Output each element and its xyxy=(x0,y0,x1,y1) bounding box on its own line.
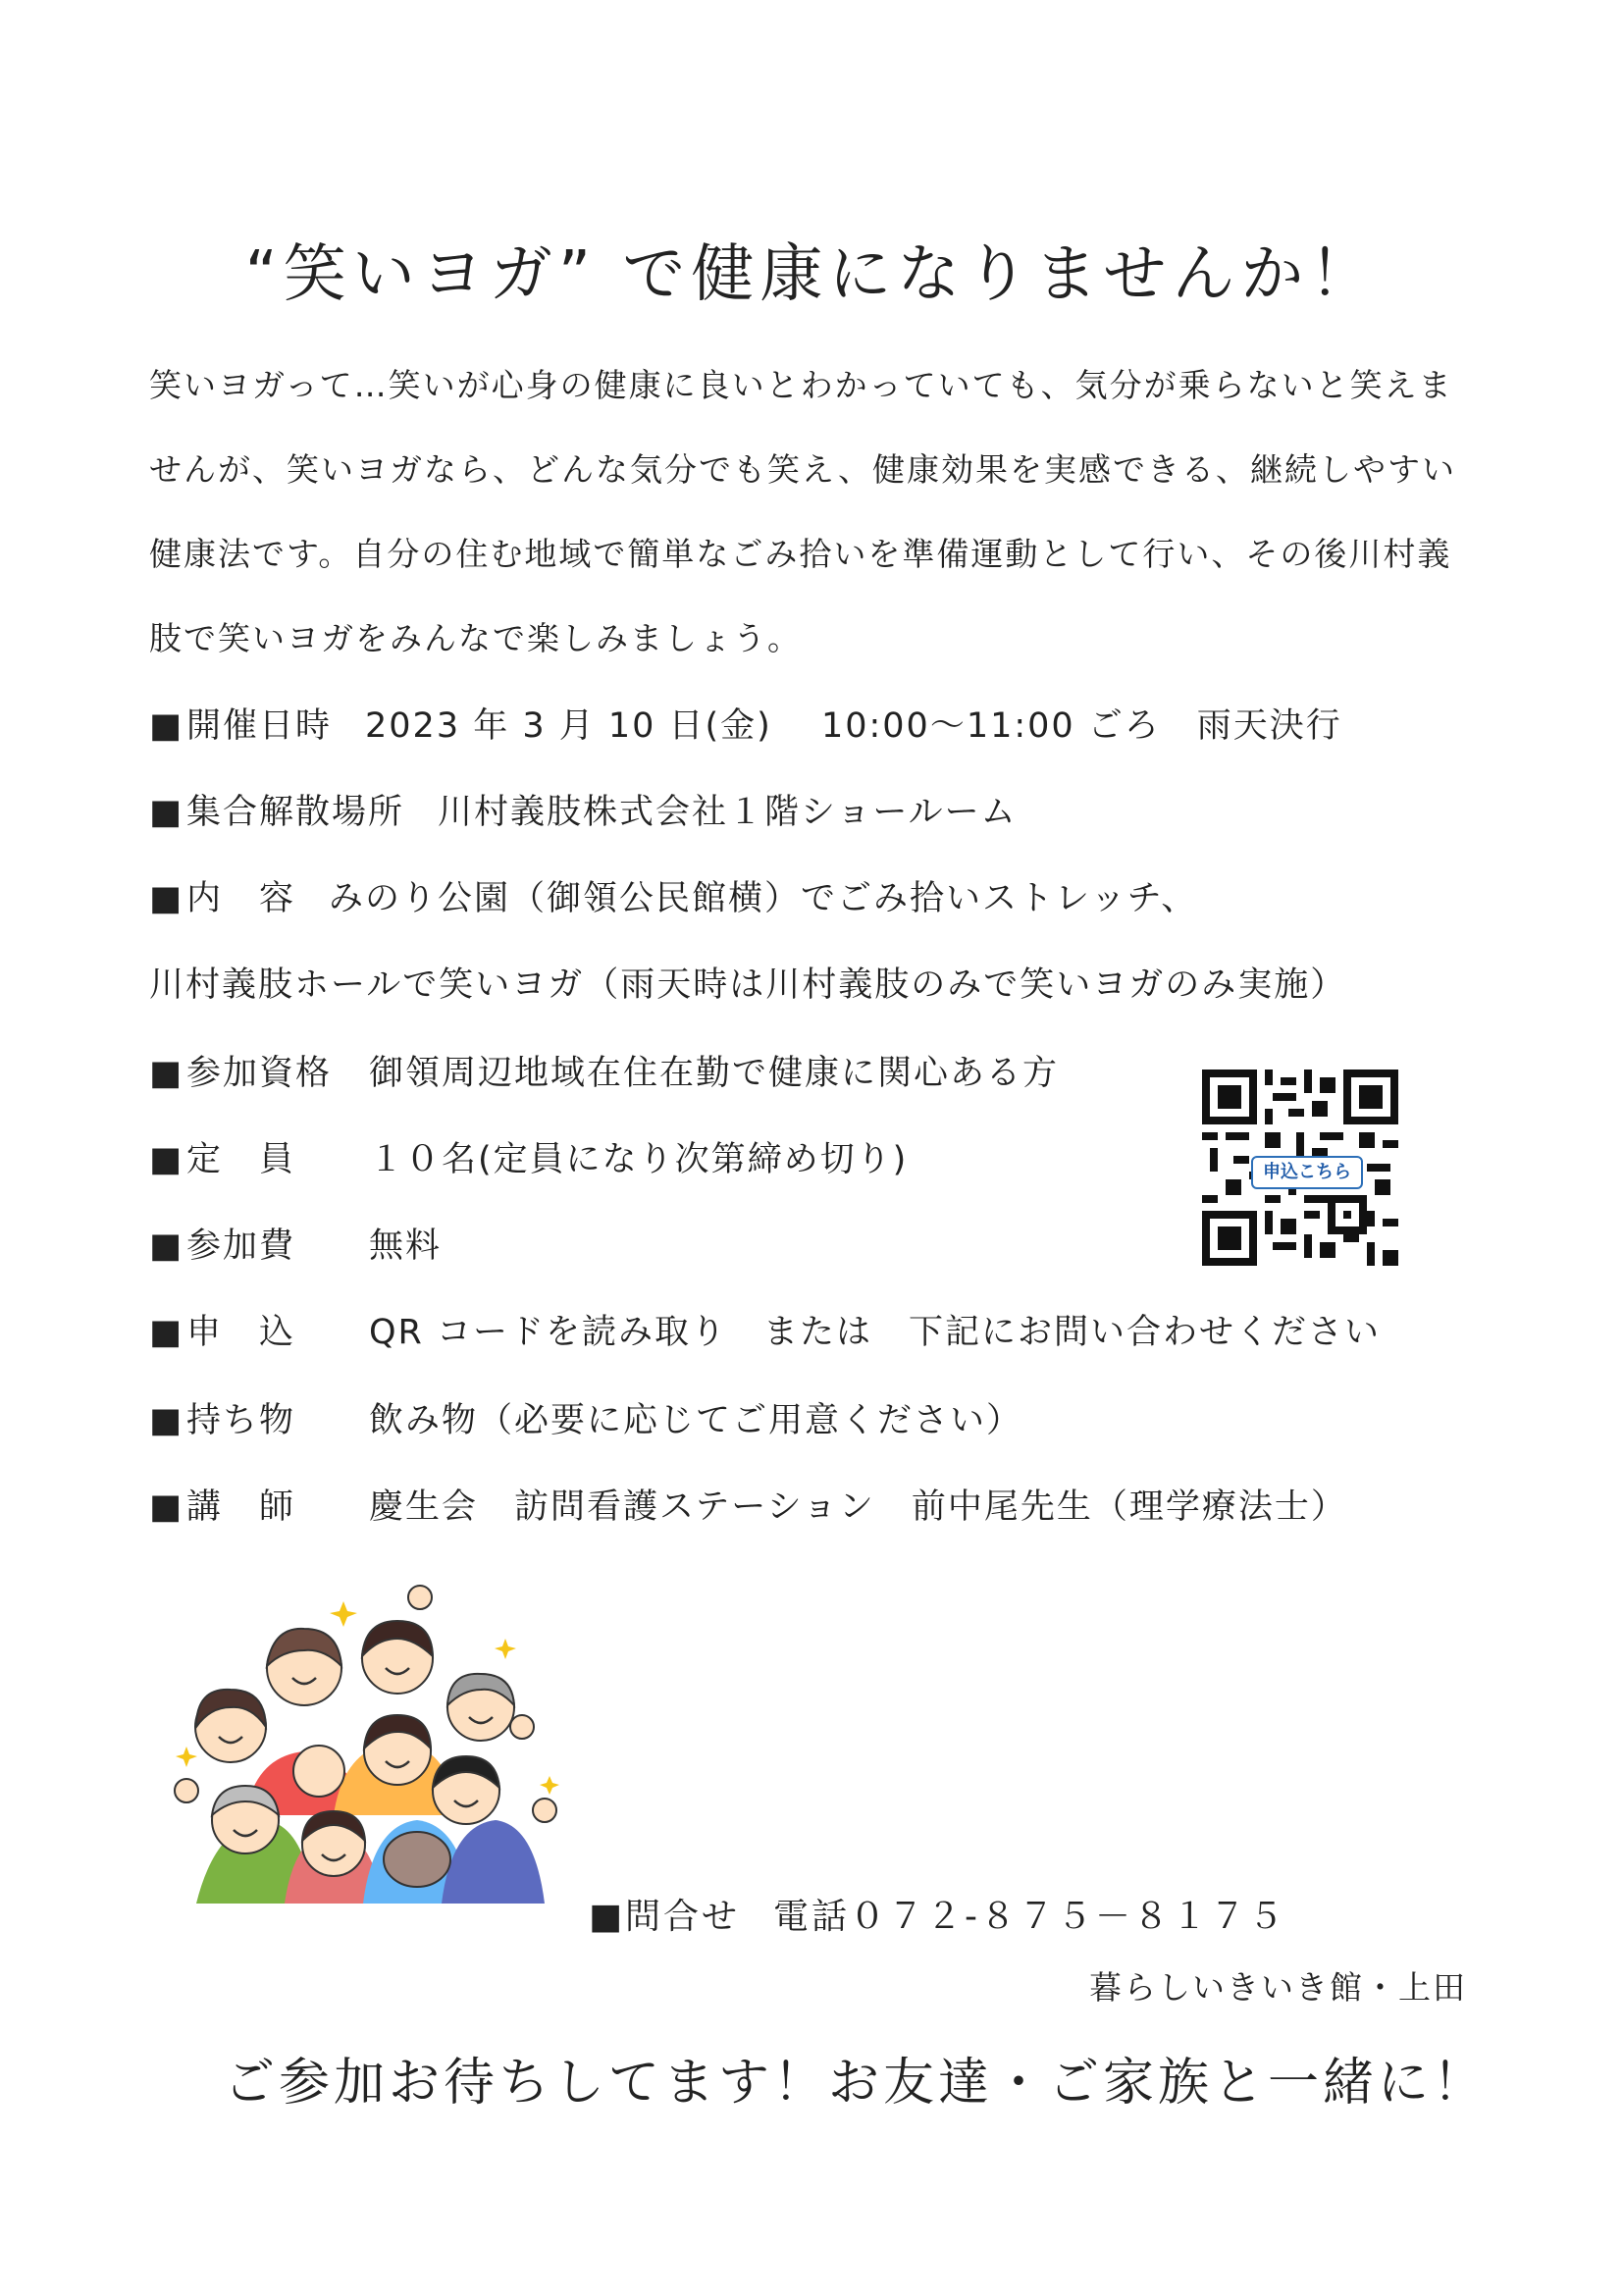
bullet-icon: ■ xyxy=(149,1140,184,1179)
closing-message: ご参加お待ちしてます！お友達・ご家族と一緒に！ xyxy=(223,2054,1488,2113)
info-bring xyxy=(149,1393,1022,1442)
bullet-icon: ■ xyxy=(149,1313,184,1352)
info-value: 慶生会 訪問看護ステーション 前中尾先生（理学療法士） xyxy=(369,1487,1347,1527)
bullet-icon: ■ xyxy=(149,1487,184,1527)
organizer: 暮らしいきいき館・上田 xyxy=(1089,1968,1467,2007)
bullet-icon: ■ xyxy=(149,1401,184,1440)
info-label: 持ち物 xyxy=(186,1401,296,1440)
contact-label: 問合せ xyxy=(625,1897,741,1937)
bullet-icon: ■ xyxy=(149,879,184,918)
contact-phone[interactable]: 電話０７２-８７５－８１７５ xyxy=(773,1897,1287,1937)
info-value: 川村義肢ホールで笑いヨガ（雨天時は川村義肢のみで笑いヨガのみ実施） xyxy=(149,965,1347,1005)
info-label: 開催日時 xyxy=(186,706,333,746)
page-title: “笑いヨガ” で健康になりませんか！ xyxy=(244,238,1379,311)
info-label: 内 容 xyxy=(186,879,296,918)
bullet-icon: ■ xyxy=(149,1054,184,1093)
info-content-continued xyxy=(149,958,1346,1007)
info-value: みのり公園（御領公民館横）でごみ拾いストレッチ、 xyxy=(329,879,1198,918)
info-value: １０名(定員になり次第締め切り) xyxy=(369,1140,909,1179)
info-label: 参加費 xyxy=(186,1226,296,1266)
bullet-icon: ■ xyxy=(149,706,184,746)
info-instructor xyxy=(149,1480,1347,1529)
info-label: 定 員 xyxy=(186,1140,296,1179)
bullet-icon: ■ xyxy=(589,1897,626,1937)
info-apply xyxy=(149,1305,1381,1354)
intro-paragraph: 笑いヨガって…笑いが心身の健康に良いとわかっていても、気分が乗らないと笑えませんが、笑いヨガなら、どんな気分でも笑え、健康効果を実感できる、継続しやすい健康法です。自分の住む地域で簡単なごみ拾いを準備運動として行い、その後川村義肢で笑いヨガをみんなで楽しみましょう。 xyxy=(149,366,1456,657)
info-date xyxy=(149,699,1342,748)
info-content xyxy=(149,871,1197,920)
contact-line xyxy=(589,1889,1286,1939)
bullet-icon: ■ xyxy=(149,793,184,832)
group-illustration xyxy=(157,1580,569,1904)
info-fee xyxy=(149,1219,442,1268)
info-label: 参加資格 xyxy=(186,1054,333,1093)
info-label: 申 込 xyxy=(186,1313,296,1352)
info-label: 講 師 xyxy=(186,1487,296,1527)
info-eligibility xyxy=(149,1046,1059,1095)
info-value: 飲み物（必要に応じてご用意ください） xyxy=(369,1401,1023,1440)
info-label: 集合解散場所 xyxy=(186,793,405,832)
info-value: QR コードを読み取り または 下記にお問い合わせください xyxy=(369,1313,1381,1352)
info-value: 川村義肢株式会社１階ショールーム xyxy=(438,793,1018,832)
info-value: 2023 年 3 月 10 日(金) 10:00～11:00 ごろ 雨天決行 xyxy=(365,706,1342,746)
bullet-icon: ■ xyxy=(149,1226,184,1266)
info-capacity xyxy=(149,1132,908,1181)
info-place xyxy=(149,785,1018,834)
qr-apply-label[interactable]: 申込こちら xyxy=(1251,1156,1363,1189)
info-value: 御領周辺地域在住在勤で健康に関心ある方 xyxy=(369,1054,1060,1093)
info-value: 無料 xyxy=(369,1226,443,1266)
